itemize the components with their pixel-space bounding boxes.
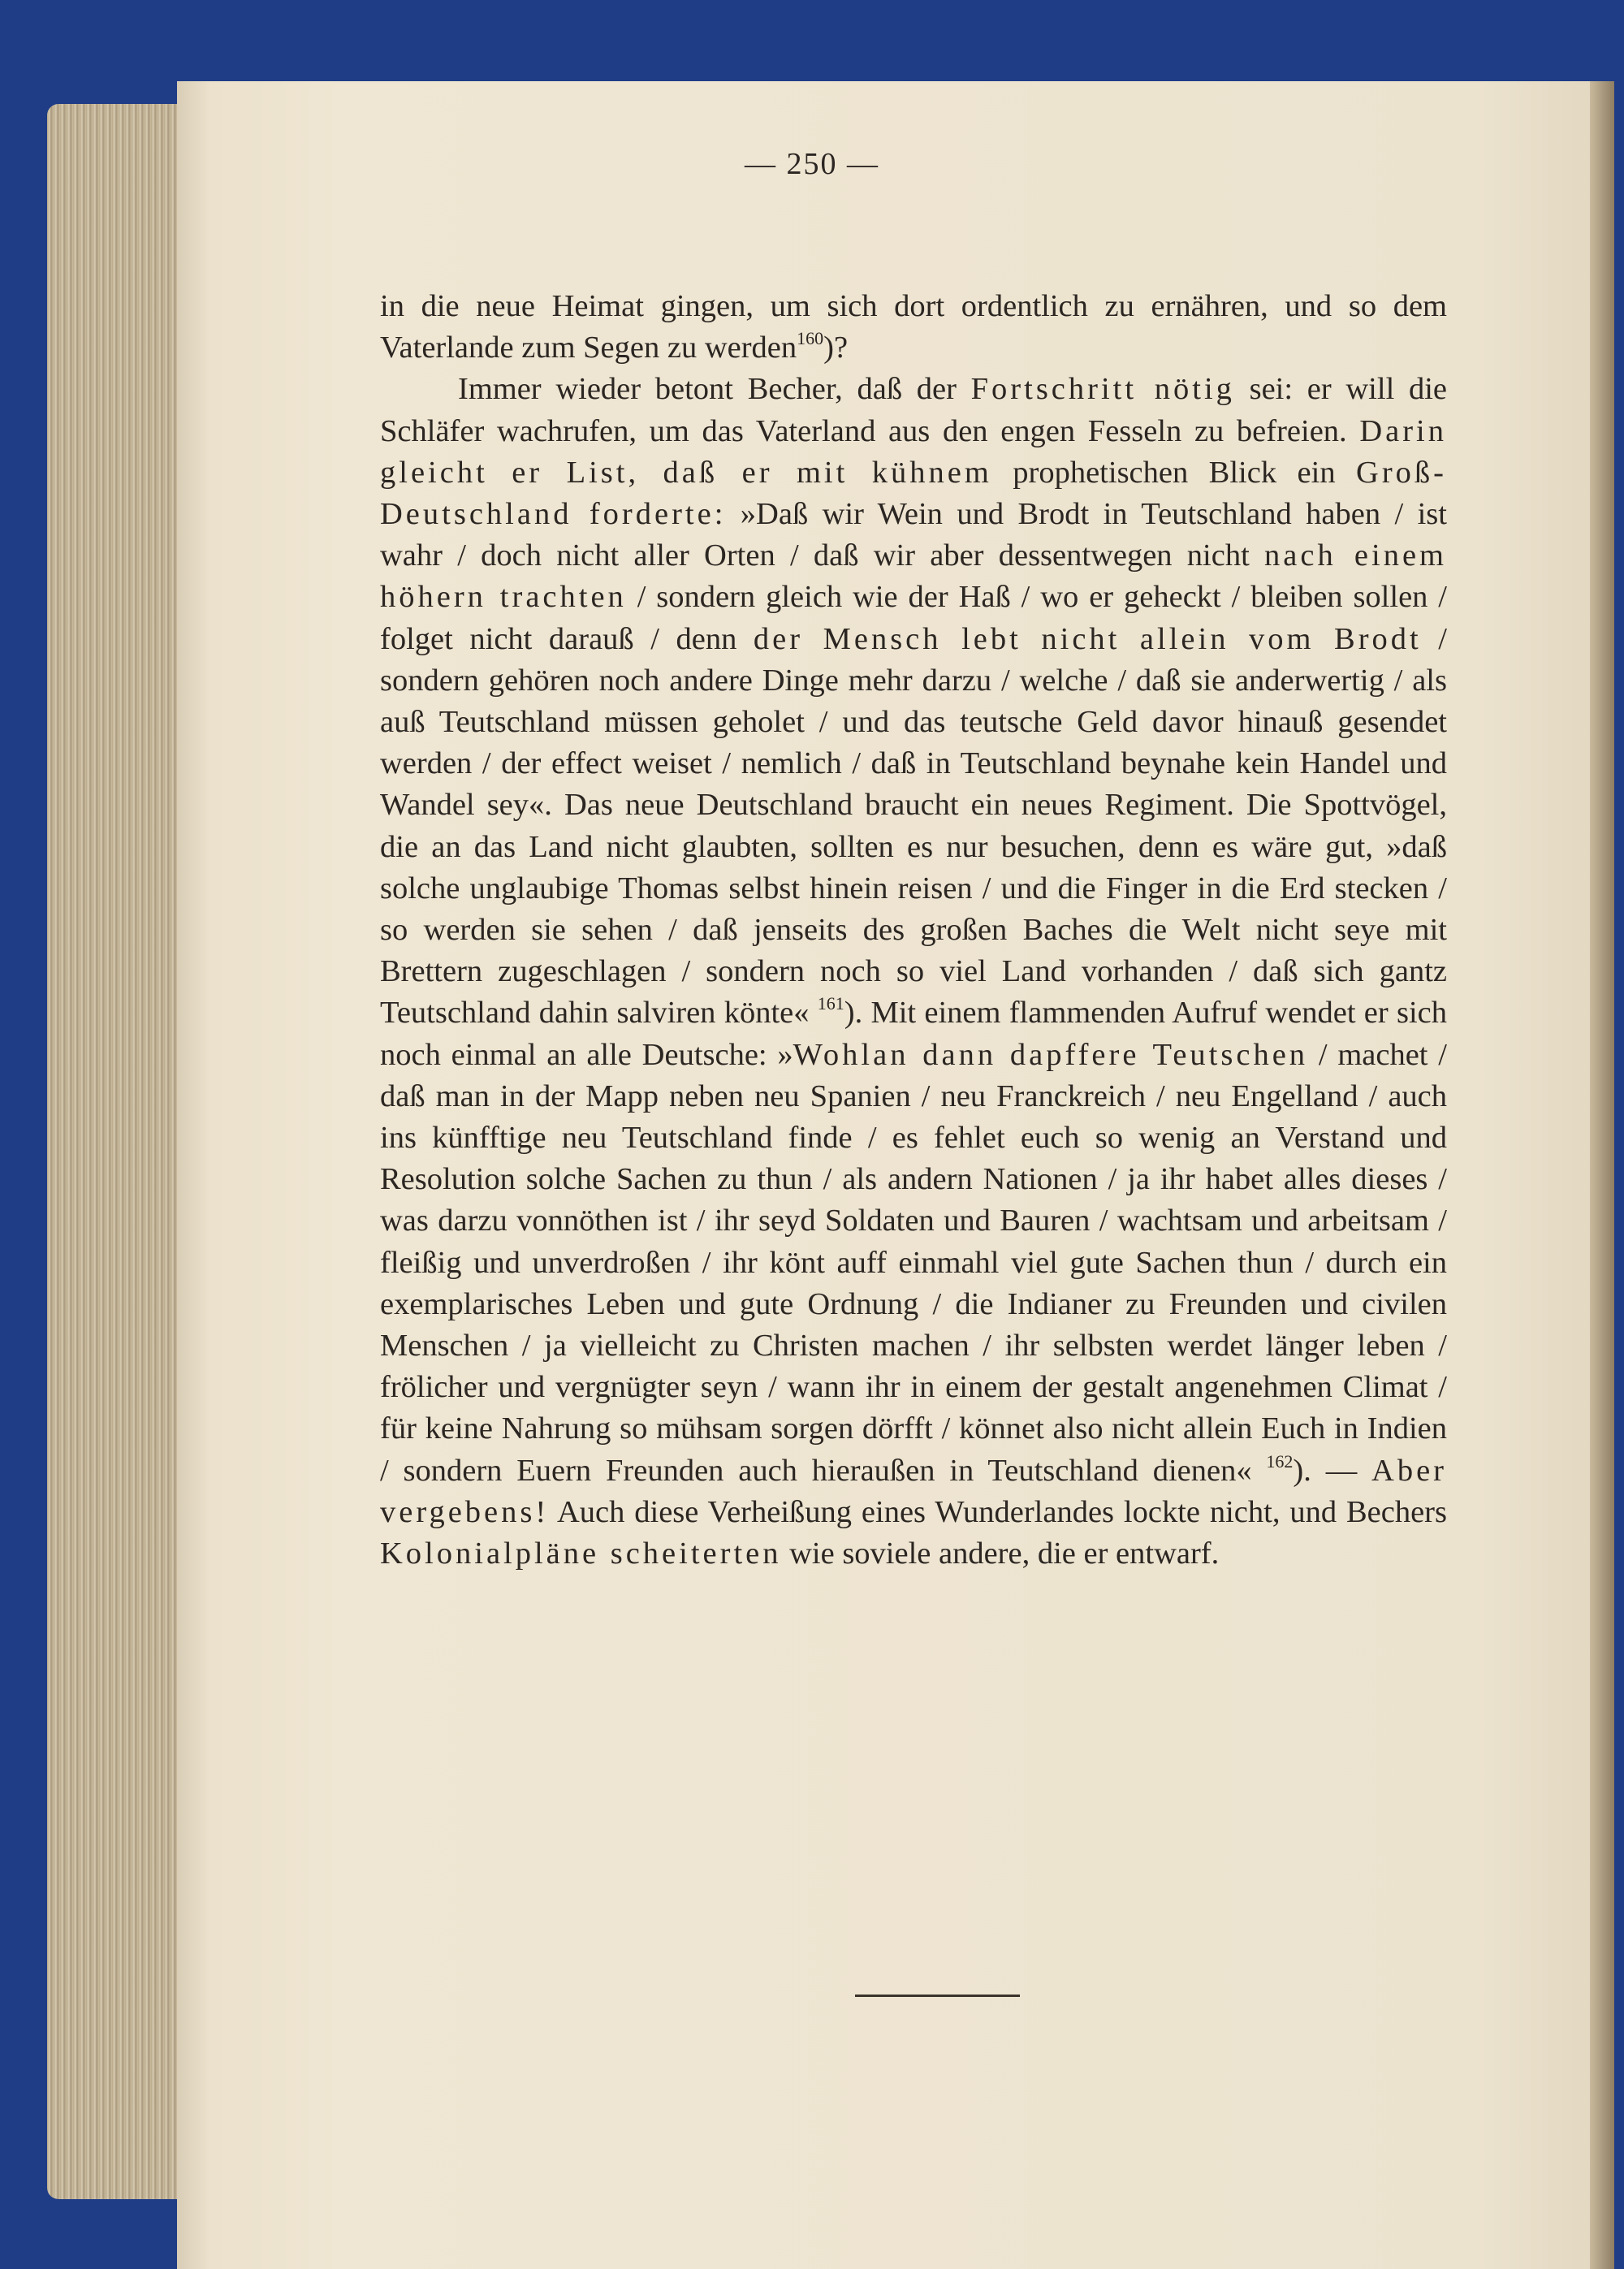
emphasized-text: Darin gleicht er List, daß er mit kühnem: [380, 413, 1447, 490]
page-number: — 250 —: [745, 147, 879, 181]
paragraph: [380, 369, 1447, 1575]
body-text: [380, 286, 1447, 1575]
text-segment: ). —: [1293, 1453, 1372, 1488]
text-segment: )?: [823, 331, 849, 365]
page-edges: [47, 104, 185, 2199]
emphasized-text: Kolonialpläne scheiterten: [380, 1536, 782, 1571]
text-segment: ). Mit einem flammenden Aufruf wendet er sich noch einmal an alle Deutsche: »: [380, 996, 1447, 1072]
text-segment: in die neue Heimat gingen, um sich dort ordentlich zu ernähren, und so dem Vaterlande zum Segen zu werden: [380, 289, 1447, 365]
text-segment: / sondern gleich wie der Haß / wo er geheckt / bleiben sollen / folget nicht darauß / denn: [380, 580, 1448, 656]
text-segment: sei: er will die Schläfer wachrufen, um das Vaterland aus den engen Fesseln zu befreien.: [380, 372, 1447, 448]
emphasized-text: Groß-Deutschland forderte:: [380, 455, 1447, 532]
paragraph: [380, 286, 1447, 369]
book-gutter: [1590, 81, 1614, 2269]
footnote-ref: 162: [1266, 1450, 1294, 1472]
text-segment: Auch diese Verheißung eines Wunderlandes lockte nicht, und Bechers: [549, 1494, 1447, 1529]
emphasized-text: Aber vergebens!: [380, 1453, 1447, 1529]
emphasized-text: Wohlan dann dapffere Teutschen: [793, 1037, 1309, 1072]
text-segment: Immer wieder betont Becher, daß der: [458, 372, 971, 407]
emphasized-text: der Mensch lebt nicht allein vom Brodt: [753, 621, 1422, 656]
emphasized-text: Fortschritt nötig: [970, 372, 1235, 407]
text-segment: prophetischen Blick ein: [991, 455, 1357, 490]
emphasized-text: nach einem höhern trachten: [380, 538, 1447, 615]
text-segment: »Daß wir Wein und Brodt in Teutschland haben / ist wahr / doch nicht aller Orten / daß wir aber dessentwegen nicht: [380, 497, 1447, 573]
section-end-rule: [855, 1995, 1020, 1997]
text-segment: wie soviele andere, die er entwarf.: [781, 1536, 1220, 1571]
footnote-ref: 161: [817, 993, 844, 1014]
footnote-ref: 160: [797, 328, 824, 349]
text-segment: / machet / daß man in der Mapp neben neu Spanien / neu Franckreich / neu Engelland / auch ins künfftige neu Teutschland finde / es fehlet euch so wenig an Verstand und Resolution solche Sachen zu thun / als andern Nationen / ja ihr habet alles dieses / was darzu vonnöthen ist / ihr seyd Soldaten und Bauren / wachtsam und arbeitsam / fleißig und unverdroßen / ihr könt auff einmahl viel gute Sachen thun / durch ein exemplarisches Leben und gute Ordnung / die Indianer zu Freunden und civilen Menschen / ja vielleicht zu Christen machen / ihr selbsten werdet länger leben / frölicher und vergnügter seyn / wann ihr in einem der gestalt angenehmen Climat / für keine Nahrung so mühsam sorgen dörfft / könnet also nicht allein Euch in Indien / sondern Euern Freunden auch hieraußen in Teutschland dienen«: [380, 1037, 1447, 1488]
text-segment: / sondern gehören noch andere Dinge mehr darzu / welche / daß sie anderwertig / als auß Teutschland müssen geholet / und das teutsche Geld davor hinauß gesendet werden / der effect weiset / nemlich / daß in Teutschland beynahe kein Handel und Wandel sey«. Das neue Deutschland braucht ein neues Regiment. Die Spottvögel, die an das Land nicht glaubten, sollten es nur besuchen, denn es wäre gut, »daß solche unglaubige Thomas selbst hinein reisen / und die Finger in die Erd stecken / so werden sie sehen / daß jenseits des großen Baches die Welt nicht seye mit Brettern zugeschlagen / sondern noch so viel Land vorhanden / daß sich gantz Teutschland dahin salviren könte«: [380, 621, 1447, 1031]
